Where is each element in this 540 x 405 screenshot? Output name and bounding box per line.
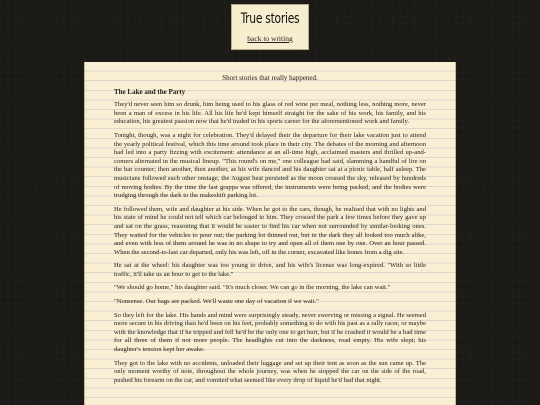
story-title: The Lake and the Party [114,87,186,96]
story-paragraph: They got to the lake with no accidents, unloaded their luggage and set up their tent as soon as the sun came up. The only moment worthy of note, throughout the whole journey, was when he stopped the car on the side of the road, pushed his forearm on the car, and vomited what seemed like every drop of liquid he'd had that night. [114,359,426,384]
story-paragraph: He followed them, wife and daughter at his side. When he got to the cars, though, he realised that with no lights and his state of mind he could not tell which car belonged to him. They crossed the park a few times before they gave up and sat on the grass, reasoning that it would be easier to find his car when not surrounded by similar-looking ones. They waited for the vehicles to pour out; the parking lot thinned out, but in the dark they all looked too much alike, and even with less of them around he was in no shape to try and open all of them one by one. Over an hour passed. When the second-to-last car departed, only his was left, off in the corner, excavated like bones from a dig site. [114,205,426,256]
story-paragraph: So they left for the lake. His hands and mind were surprisingly steady, never swerving or missing a signal. He seemed more secure in his driving than he'd been on his feet, probably something to do with his past as a rally racer, or maybe with the knowledge that if he tripped and fell he'd be the only one to get hurt, but if he crashed it would be a bad time for all three of them if not more people. The headlights cut into the darkness, road empty. His wife slept; his daughter's tension kept her awake. [114,311,426,354]
story-page [84,62,456,405]
story-paragraph: They'd never seen him so drunk, him being used to his glass of red wine per meal, nothing less, nothing more, never been a man of excess in his life. All his life he'd kept himself straight for the sake of his work, his family, and his education, his greatest passion now that he'd traded in his sports career for the aforementioned work and family. [114,101,426,126]
back-to-writing-link[interactable]: back to writing [247,34,293,43]
story-paragraph: "Nonsense. Our bags are packed. We'll waste one day of vacation if we wait." [114,298,319,306]
story-paragraph: Tonight, though, was a night for celebration. They'd delayed their the departure for their lake vacation just to attend the yearly political festival, which this time around took place in their city. The debates of the morning and afternoon had led into a party fizzing with excitement: attendance at an all-time high, acclaimed masters and thrilled up-and-comers alternated in the musical lineup. "This round's on me," one colleague had said, slamming a handful of lire on the bar counter; then another, then another, as his wife danced and his daughter sat at a picnic table, half asleep. The musicians followed each other onstage, the August heat persisted as the moon crossed the sky, released by hundreds of moving bodies. By the time the last grappa was offered, the instruments were being packed, and the bodies were trudging through the dark to the makeshift parking lot. [114,131,426,200]
story-paragraph: "We should go home," his daughter said. "It's much closer. We can go in the morning, the lake can wait." [114,284,391,292]
page-subtitle: Short stories that really happened. [222,74,318,82]
site-header [231,4,309,50]
story-paragraph: He sat at the wheel: his daughter was too young to drive, and his wife's license was long-expired. "With so little traffic, it'll take us an hour to get to the lake." [114,262,426,278]
site-title: True stories [240,11,300,27]
